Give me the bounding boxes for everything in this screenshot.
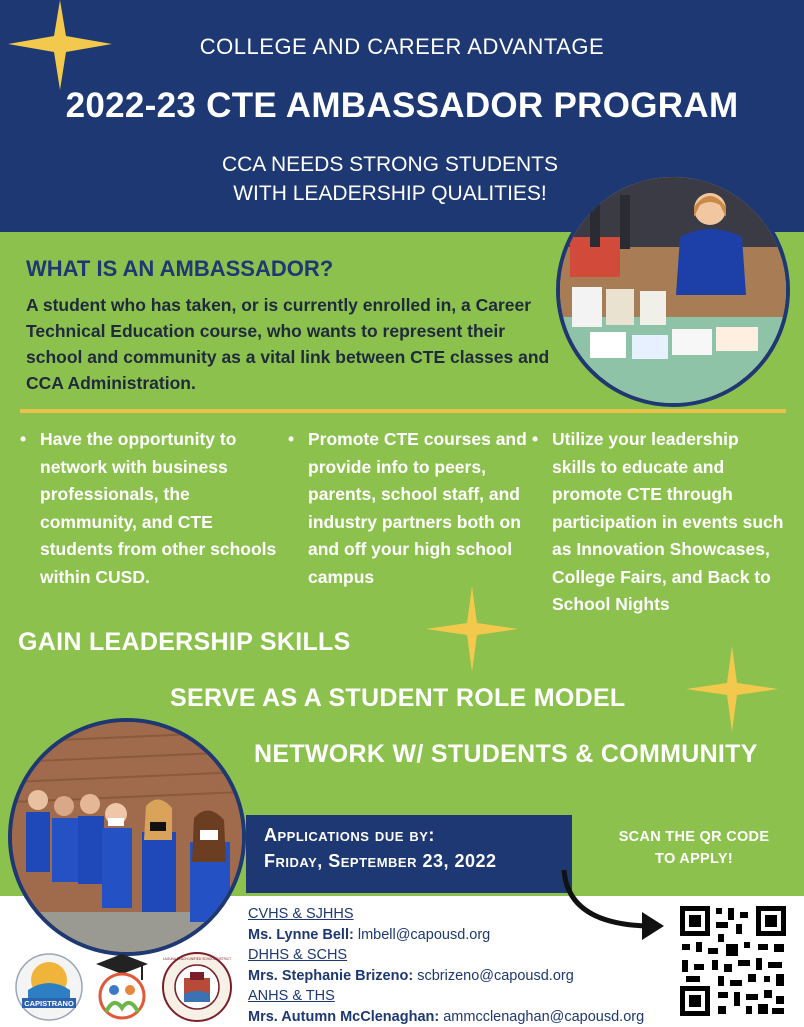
ambassador-booth-photo <box>556 173 790 407</box>
benefit-text: SERVE AS A STUDENT ROLE MODEL <box>170 684 626 713</box>
bullet-item <box>308 426 532 591</box>
contact-email[interactable]: lmbell@capousd.org <box>358 927 490 943</box>
section-heading: WHAT IS AN AMBASSADOR? <box>26 256 333 282</box>
contact-row <box>248 966 644 987</box>
student-group-photo <box>8 718 246 956</box>
program-title: 2022-23 CTE AMBASSADOR PROGRAM <box>0 86 804 126</box>
application-deadline <box>246 815 572 893</box>
contact-name: Ms. Lynne Bell: <box>248 927 354 943</box>
contact-email[interactable]: ammcclenaghan@capousd.org <box>443 1009 644 1025</box>
benefit-text: NETWORK W/ STUDENTS & COMMUNITY <box>254 740 758 769</box>
needs-line: CCA NEEDS STRONG STUDENTS <box>170 150 610 179</box>
deadline-label: Applications due by: <box>264 825 435 846</box>
graduation-logo <box>90 952 154 1022</box>
contact-schools: DHHS & SCHS <box>248 945 644 966</box>
bullet-text: Promote CTE courses and provide info to peers, parents, school staff, and industry partners both on and off your high school campus <box>308 429 527 587</box>
scan-line: SCAN THE QR CODE <box>596 826 792 848</box>
qr-code[interactable] <box>678 904 788 1018</box>
divider <box>20 409 786 413</box>
sparkle-star-icon <box>426 586 518 672</box>
logo-text: LAGUNA BEACH UNIFIED SCHOOL DISTRICT <box>163 957 231 961</box>
program-subtitle: COLLEGE AND CAREER ADVANTAGE <box>0 34 804 60</box>
bullet-text: Have the opportunity to network with business professionals, the community, and CTE students from other schools within CUSD. <box>40 429 276 587</box>
needs-line: WITH LEADERSHIP QUALITIES! <box>170 179 610 208</box>
contact-email[interactable]: scbrizeno@capousd.org <box>417 968 574 984</box>
capistrano-district-logo <box>14 952 84 1022</box>
contacts-list <box>248 904 644 1027</box>
contact-name: Mrs. Stephanie Brizeno: <box>248 968 413 984</box>
contact-row <box>248 925 644 946</box>
needs-statement <box>170 150 610 208</box>
scan-line: TO APPLY! <box>596 848 792 870</box>
benefit-text: GAIN LEADERSHIP SKILLS <box>18 628 351 657</box>
laguna-beach-district-logo <box>160 950 234 1024</box>
deadline-date: Friday, September 23, 2022 <box>264 851 497 872</box>
bullet-text: Utilize your leadership skills to educate and promote CTE through participation in events such as Innovation Showcases, College Fairs, and Back to School Nights <box>552 429 783 614</box>
contact-schools: CVHS & SJHHS <box>248 904 644 925</box>
scan-qr-callout <box>596 826 792 870</box>
contact-name: Mrs. Autumn McClenaghan: <box>248 1009 439 1025</box>
ambassador-description: A student who has taken, or is currently enrolled in, a Career Technical Education course, who wants to represent their school and community as a vital link between CTE classes and CCA Administration. <box>26 292 554 396</box>
contact-schools: ANHS & THS <box>248 986 644 1007</box>
sparkle-star-icon <box>686 646 778 732</box>
logo-text: CAPISTRANO <box>24 999 74 1008</box>
bullet-icon: • <box>532 426 538 454</box>
bullet-icon: • <box>20 426 26 454</box>
bullet-item <box>40 426 280 591</box>
bullet-icon: • <box>288 426 294 454</box>
bullet-item <box>552 426 786 619</box>
